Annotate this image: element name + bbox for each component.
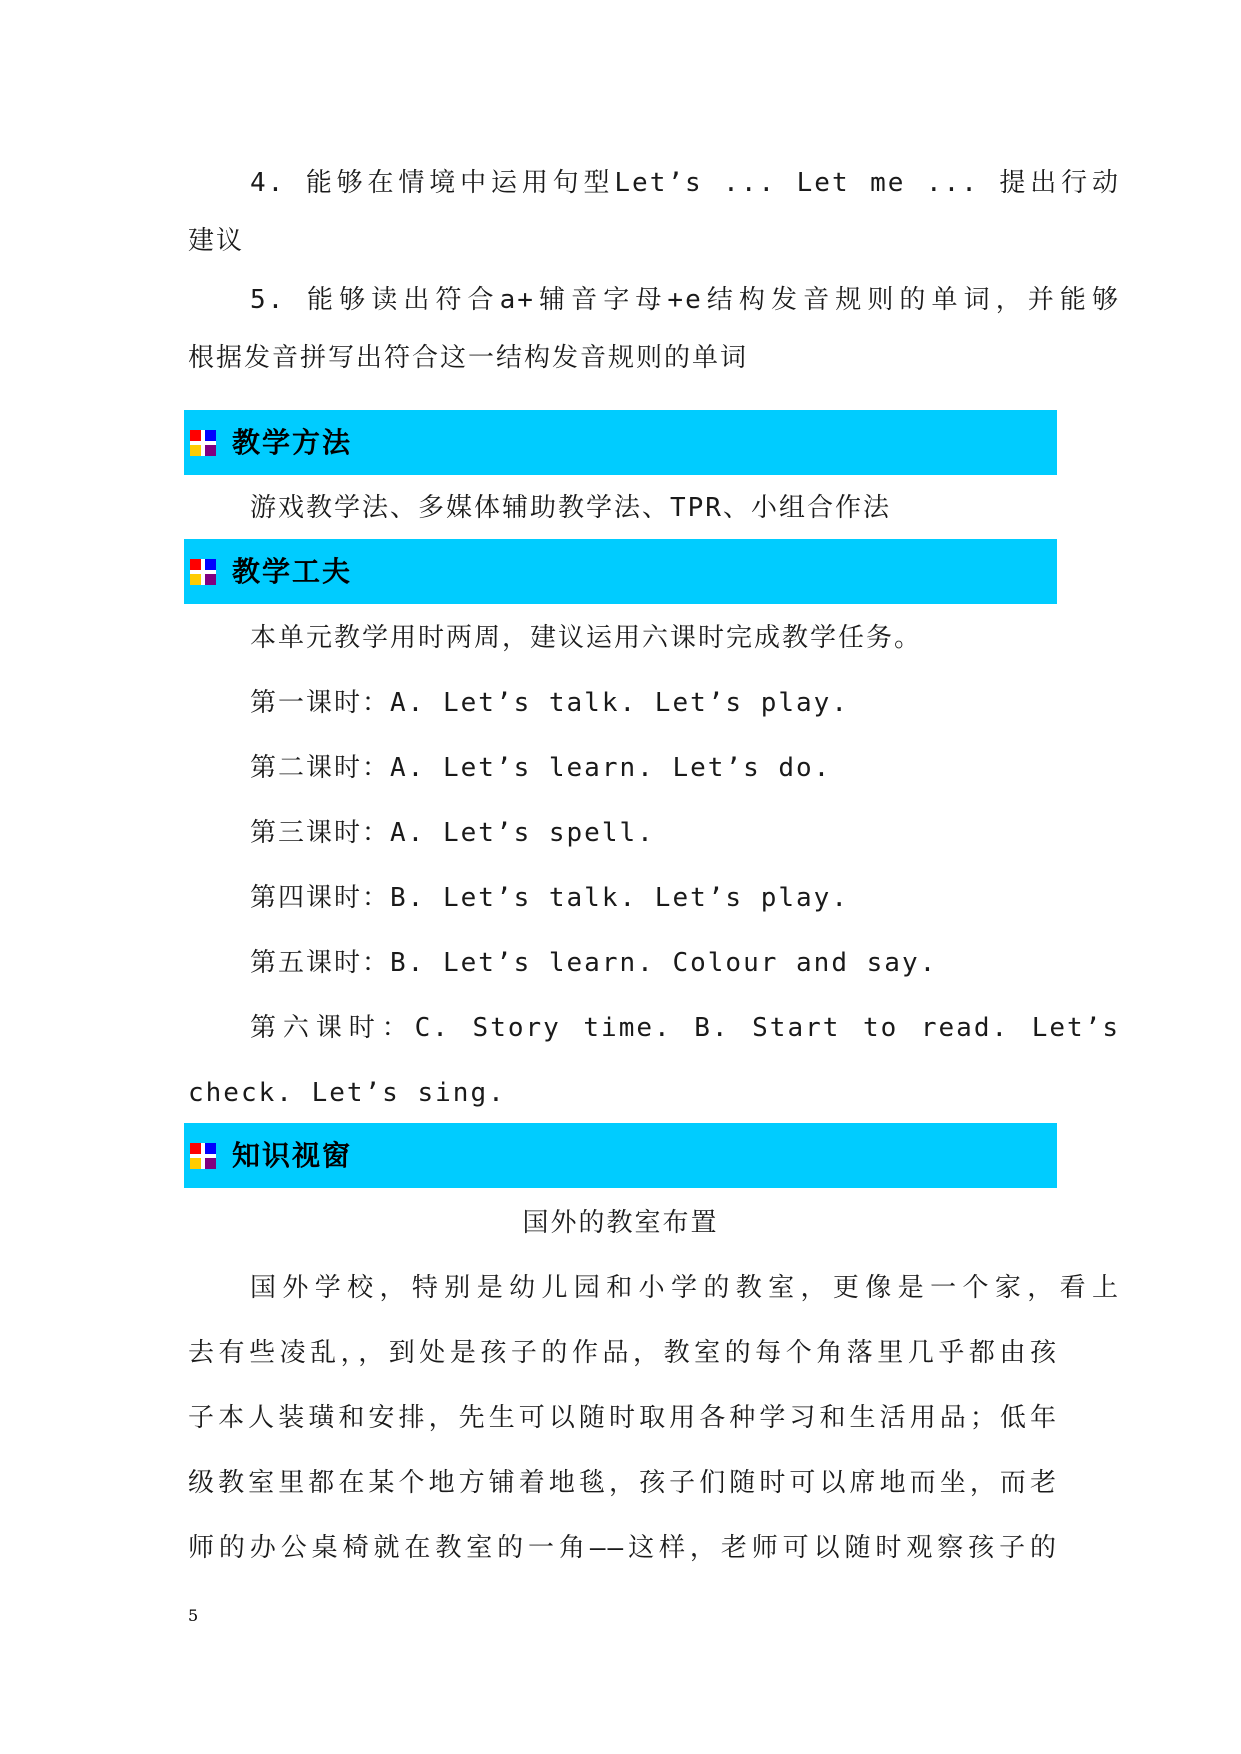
objective-5-line-1: 5. 能够读出符合a+辅音字母+e结构发音规则的单词，并能够 [250, 285, 1120, 315]
article-line-3: 子本人装璜和安排，先生可以随时取用各种学习和生活用品；低年 [188, 1403, 1058, 1433]
section-title-knowledge: 知识视窗 [232, 1139, 353, 1172]
lesson-2: 第二课时：A. Let’s learn. Let’s do. [250, 753, 832, 783]
article-title: 国外的教室布置 [522, 1208, 719, 1238]
article-line-5: 师的办公桌椅就在教室的一角——这样，老师可以随时观察孩子的 [188, 1533, 1058, 1563]
lesson-3: 第三课时：A. Let’s spell. [250, 818, 655, 848]
article-line-2: 去有些凌乱，，到处是孩子的作品，教室的每个角落里几乎都由孩 [188, 1338, 1058, 1368]
article-line-1: 国外学校，特别是幼儿园和小学的教室，更像是一个家，看上 [250, 1273, 1120, 1303]
objective-4-line-2: 建议 [188, 226, 245, 256]
section-title-time: 教学工夫 [232, 555, 353, 588]
section-heading-methods [184, 410, 1057, 475]
lesson-6-line-2: check. Let’s sing. [188, 1078, 506, 1108]
objective-5-line-2: 根据发音拼写出符合这一结构发音规则的单词 [188, 343, 749, 373]
time-intro: 本单元教学用时两周，建议运用六课时完成教学任务。 [250, 623, 923, 653]
lesson-6-line-1: 第六课时：C. Story time. B. Start to read. Let’s [250, 1013, 1120, 1043]
article-line-4: 级教室里都在某个地方铺着地毯，孩子们随时可以席地而坐，而老 [188, 1468, 1058, 1498]
lesson-4: 第四课时：B. Let’s talk. Let’s play. [250, 883, 849, 913]
lesson-1: 第一课时：A. Let’s talk. Let’s play. [250, 688, 849, 718]
objective-4-line-1: 4. 能够在情境中运用句型Let’s ... Let me ... 提出行动 [250, 168, 1120, 198]
page-number: 5 [188, 1606, 199, 1625]
section-heading-time [184, 539, 1057, 604]
quad-plus-bullet-icon [190, 430, 216, 456]
section-title-methods: 教学方法 [232, 426, 353, 459]
section-heading-knowledge [184, 1123, 1057, 1188]
quad-plus-bullet-icon [190, 559, 216, 585]
lesson-5: 第五课时：B. Let’s learn. Colour and say. [250, 948, 938, 978]
quad-plus-bullet-icon [190, 1143, 216, 1169]
methods-content: 游戏教学法、多媒体辅助教学法、TPR、小组合作法 [250, 493, 891, 523]
